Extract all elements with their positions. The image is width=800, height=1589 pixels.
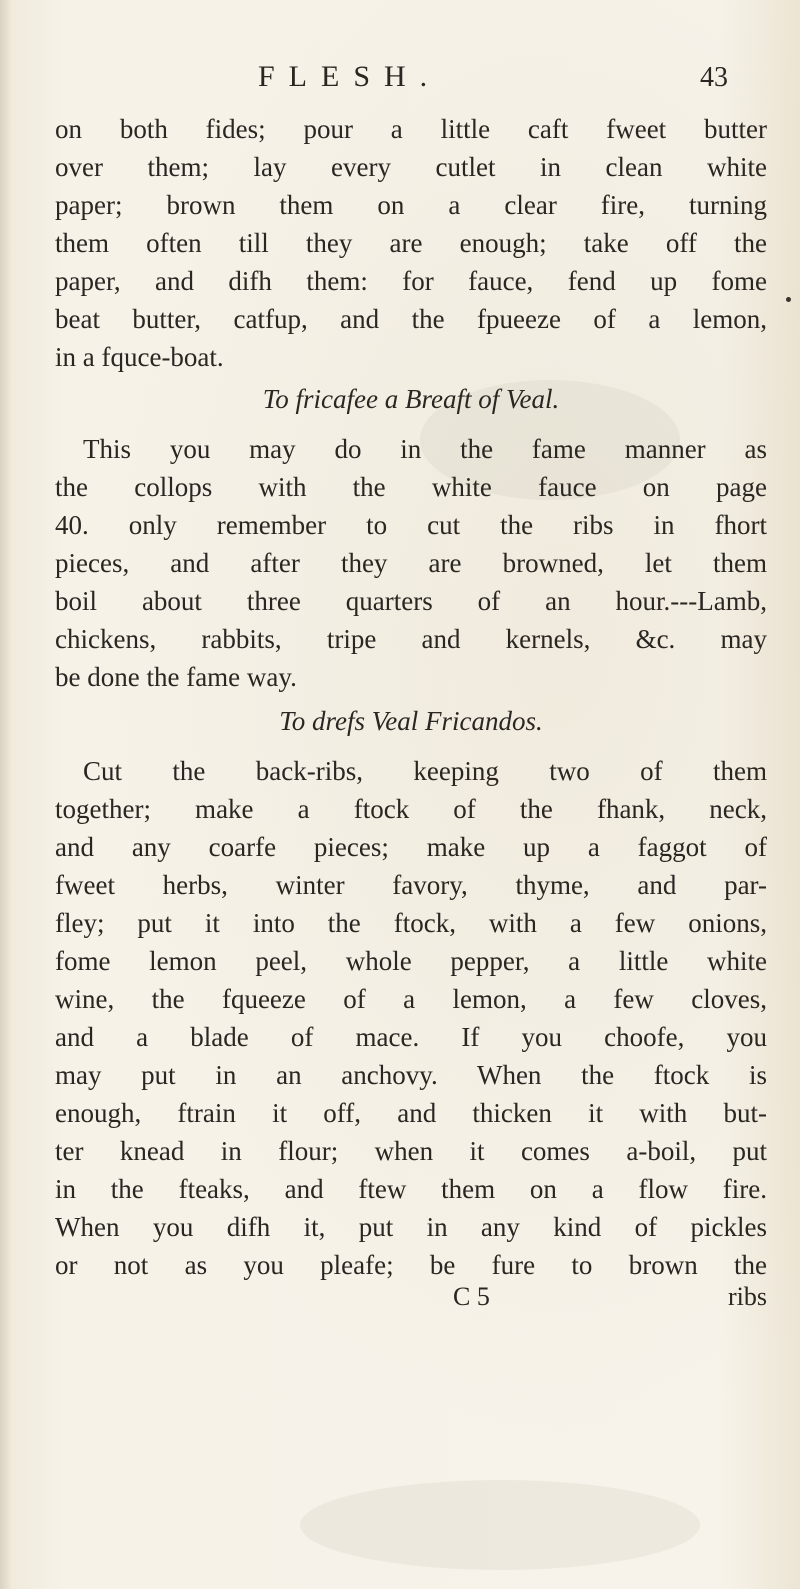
text-line: beat butter, catfup, and the fpueeze of a lemon,	[55, 304, 767, 334]
running-head	[0, 60, 800, 100]
text-line: This you may do in the fame manner as	[83, 434, 767, 464]
text-line: fome lemon peel, whole pepper, a little white	[55, 946, 767, 976]
text-line: and any coarfe pieces; make up a faggot of	[55, 832, 767, 862]
text-line: chickens, rabbits, tripe and kernels, &c. may	[55, 624, 767, 654]
text-line: in a fquce-boat.	[55, 342, 224, 372]
margin-mark	[786, 297, 791, 302]
text-line: or not as you pleafe; be fure to brown the	[55, 1250, 767, 1280]
signature-mark: C 5	[453, 1282, 490, 1311]
text-line: together; make a ftock of the fhank, neck,	[55, 794, 767, 824]
text-line: ter knead in flour; when it comes a-boil, put	[55, 1136, 767, 1166]
text-line: paper; brown them on a clear fire, turning	[55, 190, 767, 220]
running-title: FLESH.	[258, 60, 442, 93]
text-line: fley; put it into the ftock, with a few onions,	[55, 908, 767, 938]
text-line: When you difh it, put in any kind of pickles	[55, 1212, 767, 1242]
text-line: may put in an anchovy. When the ftock is	[55, 1060, 767, 1090]
paper-stain	[300, 1480, 700, 1570]
text-line: and a blade of mace. If you choofe, you	[55, 1022, 767, 1052]
text-line: boil about three quarters of an hour.---Lamb,	[55, 586, 767, 616]
gutter-shadow	[0, 0, 12, 1589]
text-line: Cut the back-ribs, keeping two of them	[83, 756, 767, 786]
text-line: pieces, and after they are browned, let them	[55, 548, 767, 578]
text-line: in the fteaks, and ftew them on a flow fire.	[55, 1174, 767, 1204]
text-line: 40. only remember to cut the ribs in fhort	[55, 510, 767, 540]
text-line: on both fides; pour a little caft fweet butter	[55, 114, 767, 144]
text-line: fweet herbs, winter favory, thyme, and par-	[55, 870, 767, 900]
text-line: enough, ftrain it off, and thicken it with but-	[55, 1098, 767, 1128]
text-line: paper, and difh them: for fauce, fend up fome	[55, 266, 767, 296]
text-line: wine, the fqueeze of a lemon, a few cloves,	[55, 984, 767, 1014]
text-line: the collops with the white fauce on page	[55, 472, 767, 502]
catchword: ribs	[728, 1282, 767, 1311]
recipe-heading: To drefs Veal Fricandos.	[279, 706, 543, 736]
text-line: be done the fame way.	[55, 662, 297, 692]
page-number: 43	[700, 62, 728, 93]
text-line: over them; lay every cutlet in clean white	[55, 152, 767, 182]
text-line: them often till they are enough; take off the	[55, 228, 767, 258]
recipe-heading: To fricafee a Breaft of Veal.	[262, 384, 560, 414]
